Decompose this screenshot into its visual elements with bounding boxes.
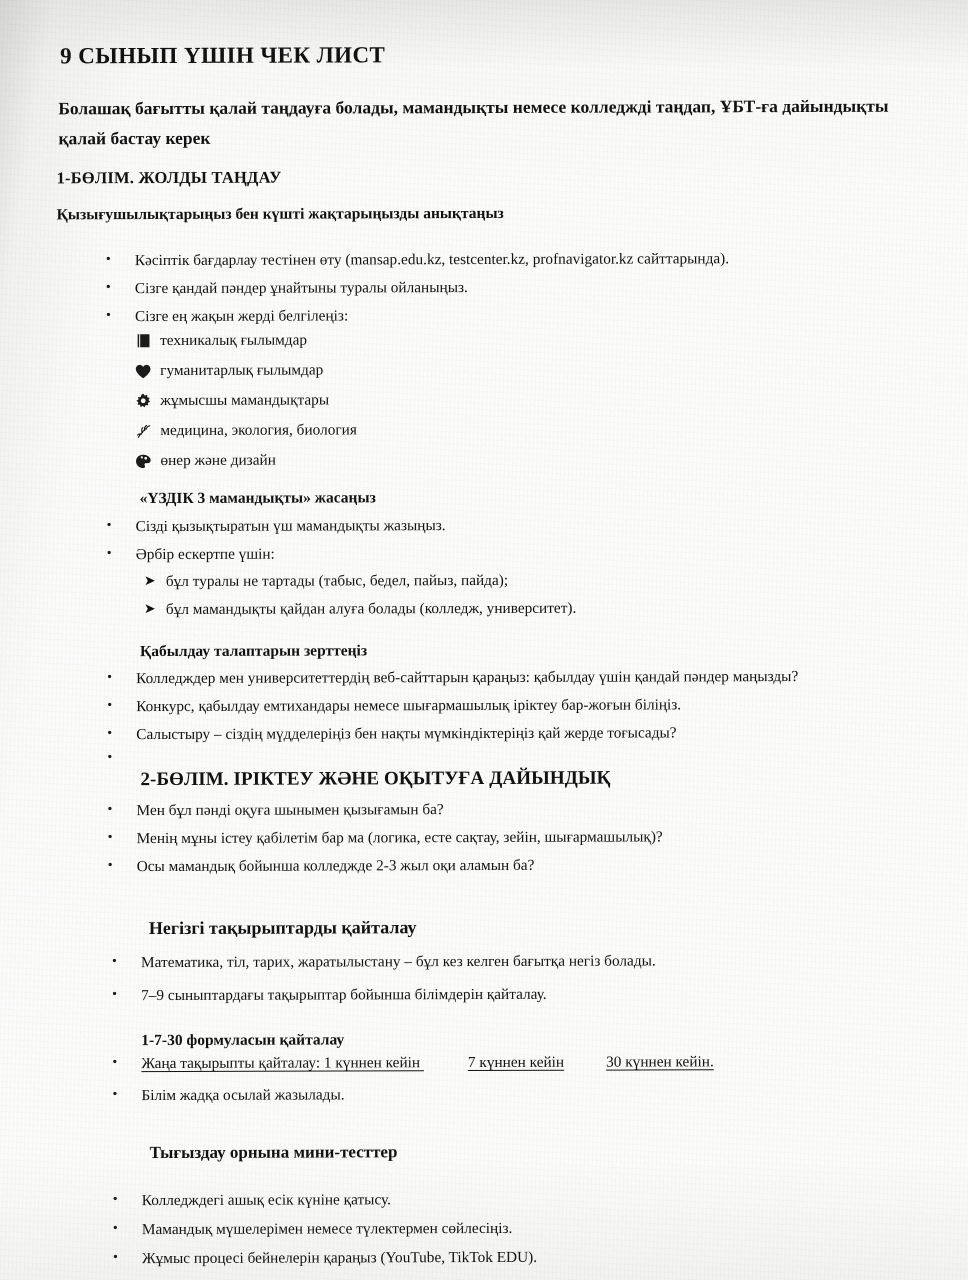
list-item: • Осы мамандық бойынша колледжде 2-3 жыл оқи аламын ба? bbox=[137, 856, 535, 877]
section-2-heading: 2-БӨЛІМ. ІРІКТЕУ ЖӘНЕ ОҚЫТУҒА ДАЙЫНДЫҚ bbox=[140, 767, 611, 791]
page-title: 9 СЫНЫП ҮШІН ЧЕК ЛИСТ bbox=[60, 42, 386, 69]
formula-segment-day7: 7 күннен кейін bbox=[467, 1053, 565, 1072]
list-item: • Мамандық мүшелерімен немесе түлектермен сөйлесіңіз. bbox=[142, 1219, 513, 1240]
list-item-working-professions bbox=[135, 391, 329, 410]
subheading-minitests: Тығыздау орнына мини-тесттер bbox=[149, 1142, 398, 1163]
list-item: • Сізге қандай пәндер ұнайтыны туралы ойланыңыз. bbox=[135, 278, 468, 299]
list-item: • Салыстыру – сіздің мүдделеріңіз бен нақты мүмкіндіктеріңіз қай жерде тоғысады? bbox=[136, 723, 676, 745]
book-icon bbox=[135, 333, 151, 350]
list-item: • Әрбір ескертпе үшін: bbox=[136, 545, 275, 565]
subheading-core-topics: Негізгі тақырыптарды қайталау bbox=[148, 917, 417, 939]
list-item-label: өнер және дизайн bbox=[160, 451, 276, 470]
list-item-formula-intervals bbox=[141, 1052, 714, 1074]
section-1-heading: 1-БӨЛІМ. ЖОЛДЫ ТАҢДАУ bbox=[56, 167, 282, 188]
subheading-top3: «ҮЗДІК 3 мамандықты» жасаңыз bbox=[139, 489, 376, 508]
list-item-art-and-design bbox=[135, 452, 275, 470]
list-item-label: медицина, экология, биология bbox=[160, 421, 357, 440]
list-item: • Білім жадқа осылай жазылады. bbox=[141, 1085, 344, 1106]
formula-segment-day30: 30 күннен кейін. bbox=[606, 1053, 714, 1071]
list-item-label: техникалық ғылымдар bbox=[160, 331, 308, 350]
list-item: • Сізді қызықтыратын үш мамандықты жазыңыз. bbox=[136, 516, 446, 537]
gear-icon bbox=[135, 393, 151, 410]
list-item: • Жұмыс процесі бейнелерін қараңыз (YouTube, TikTok EDU). bbox=[142, 1248, 537, 1269]
list-item: • Кәсіптік бағдарлау тестінен өту (mansap.edu.kz, testcenter.kz, profnavigator.kz сайттарында). bbox=[135, 249, 729, 271]
list-item: • Менің мұны істеу қабілетім бар ма (логика, есте сақтау, зейін, шығармашылық)? bbox=[137, 827, 663, 849]
list-item: • Сізге ең жақын жерді белгілеңіз: bbox=[135, 306, 348, 327]
document-subtitle: Болашақ бағытты қалай таңдауға болады, мамандықты немесе колледжді таңдап, ҰБТ-ға дайындықты қалай бастау керек bbox=[58, 95, 889, 149]
sub-list-item: ➤ бұл туралы не тартады (табыс, бедел, пайыз, пайда); bbox=[166, 572, 508, 591]
list-item: • Конкурс, қабылдау емтихандары немесе шығармашылық іріктеу бар-жоғын біліңіз. bbox=[136, 695, 681, 717]
list-item-label: жұмысшы мамандықтары bbox=[160, 391, 330, 410]
sub-list-item: ➤ бұл мамандықты қайдан алуға болады (колледж, университет). bbox=[166, 600, 576, 619]
list-item: • Мен бұл пәнді оқуға шынымен қызығамын ба? bbox=[137, 800, 444, 821]
list-item-technical-sciences bbox=[135, 332, 307, 351]
subheading-formula: 1-7-30 формуласын қайталау bbox=[141, 1031, 345, 1050]
list-item: • Колледждер мен университеттердің веб-сайттарын қараңыз: қабылдау үшін қандай пәндер маңызды? bbox=[136, 667, 798, 689]
list-item: • Колледждегі ашық есік күніне қатысу. bbox=[142, 1190, 391, 1211]
herb-icon bbox=[135, 423, 151, 440]
list-item-humanities bbox=[135, 362, 323, 381]
formula-segment-day1: Жаңа тақырыпты қайталау: 1 күннен кейін bbox=[141, 1054, 424, 1073]
list-item-label: гуманитарлық ғылымдар bbox=[160, 361, 324, 380]
subheading-admission: Қабылдау талаптарын зерттеңіз bbox=[140, 642, 368, 661]
list-item-medicine-ecology-biology bbox=[135, 421, 357, 440]
subheading-interests: Қызығушылықтарыңыз бен күшті жақтарыңызды анықтаңыз bbox=[56, 204, 504, 224]
list-item: • Математика, тіл, тарих, жаратылыстану – бұл кез келген бағытқа негіз болады. bbox=[141, 951, 656, 973]
palette-icon bbox=[135, 453, 151, 470]
heart-icon bbox=[135, 363, 151, 380]
list-item: • 7–9 сыныптардағы тақырыптар бойынша білімдерін қайталау. bbox=[141, 985, 547, 1006]
